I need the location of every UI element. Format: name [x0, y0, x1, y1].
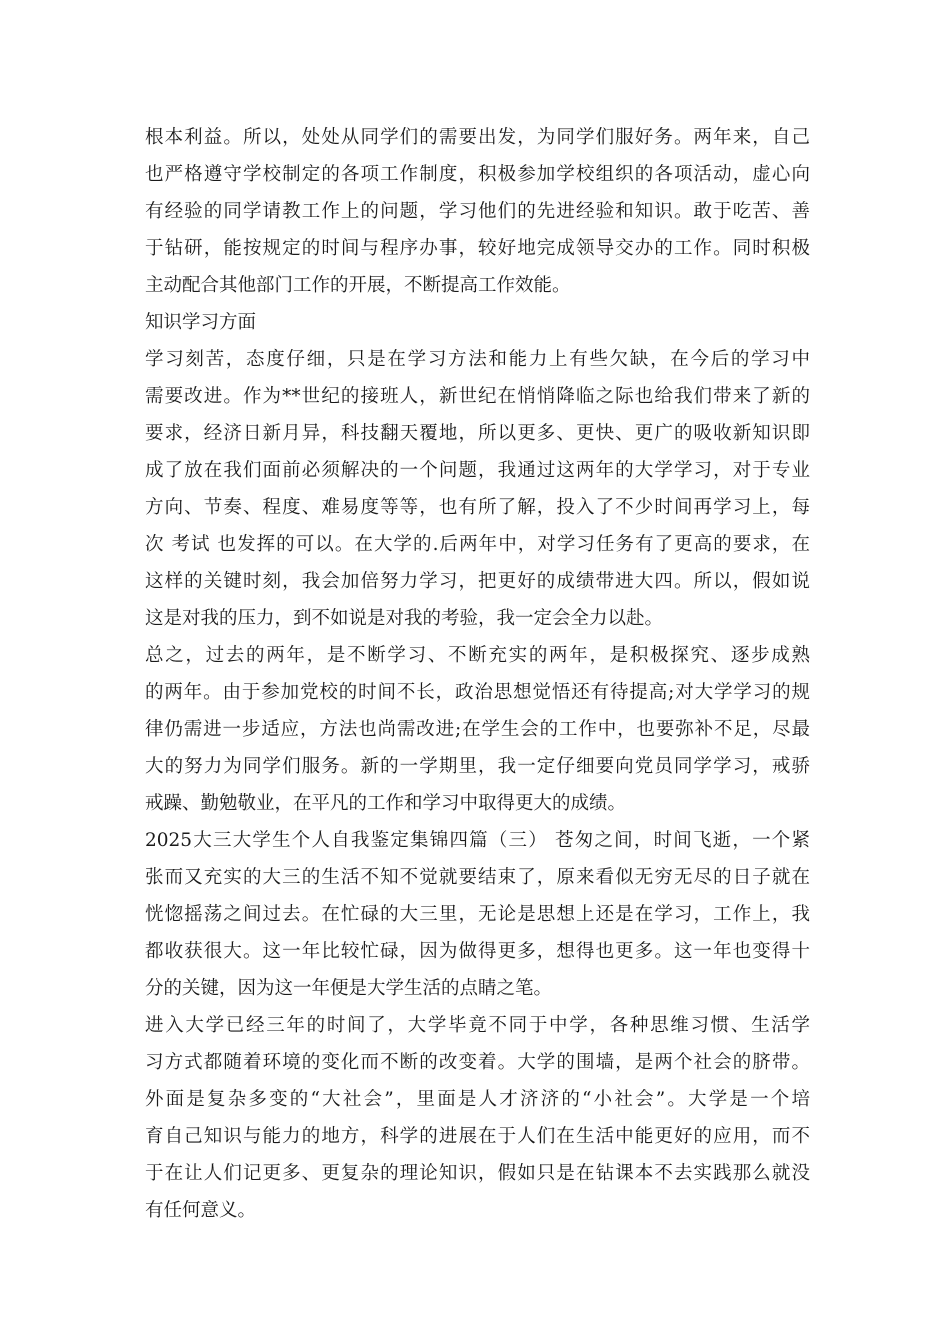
text-line: 于在让人们记更多、更复杂的理论知识，假如只是在钻课本不去实践那么就没	[145, 1163, 810, 1184]
text-line: 总之，过去的两年，是不断学习、不断充实的两年，是积极探究、逐步成熟	[145, 645, 810, 666]
text-line: 律仍需进一步适应，方法也尚需改进;在学生会的工作中，也要弥补不足，尽最	[145, 719, 810, 740]
text-line: 戒躁、勤勉敬业，在平凡的工作和学习中取得更大的成绩。	[145, 793, 627, 814]
text-line: 次 考试 也发挥的可以。在大学的.后两年中，对学习任务有了更高的要求，在	[145, 534, 810, 555]
text-line: 习方式都随着环境的变化而不断的改变着。大学的围墙，是两个社会的脐带。	[145, 1052, 810, 1073]
text-line: 成了放在我们面前必须解决的一个问题，我通过这两年的大学学习，对于专业	[145, 460, 810, 481]
section-title-line: 2025大三大学生个人自我鉴定集锦四篇（三） 苍匆之间，时间飞逝，一个紧	[145, 830, 810, 851]
text-line: 的两年。由于参加党校的时间不长，政治思想觉悟还有待提高;对大学学习的规	[145, 682, 810, 703]
text-line: 进入大学已经三年的时间了，大学毕竟不同于中学，各种思维习惯、生活学	[145, 1015, 810, 1036]
text-line: 有任何意义。	[145, 1200, 257, 1221]
section-heading: 知识学习方面	[145, 312, 257, 333]
text-line: 根本利益。所以，处处从同学们的需要出发，为同学们服好务。两年来，自己	[145, 127, 810, 148]
text-line: 也严格遵守学校制定的各项工作制度，积极参加学校组织的各项活动，虚心向	[145, 164, 810, 185]
text-line: 分的关键，因为这一年便是大学生活的点睛之笔。	[145, 978, 553, 999]
text-line: 学习刻苦，态度仔细，只是在学习方法和能力上有些欠缺，在今后的学习中	[145, 349, 810, 370]
text-line: 主动配合其他部门工作的开展，不断提高工作效能。	[145, 275, 571, 296]
text-line: 大的努力为同学们服务。新的一学期里，我一定仔细要向党员同学学习，戒骄	[145, 756, 810, 777]
text-line: 张而又充实的大三的生活不知不觉就要结束了，原来看似无穷无尽的日子就在	[145, 867, 810, 888]
text-line: 这样的关键时刻，我会加倍努力学习，把更好的成绩带进大四。所以，假如说	[145, 571, 810, 592]
text-line: 需要改进。作为**世纪的接班人，新世纪在悄悄降临之际也给我们带来了新的	[145, 386, 810, 407]
text-line: 外面是复杂多变的“大社会”，里面是人才济济的“小社会”。大学是一个培	[145, 1089, 810, 1110]
text-line: 这是对我的压力，到不如说是对我的考验，我一定会全力以赴。	[145, 608, 664, 629]
text-line: 有经验的同学请教工作上的问题，学习他们的先进经验和知识。敢于吃苦、善	[145, 201, 810, 222]
text-line: 要求，经济日新月异，科技翻天覆地，所以更多、更快、更广的吸收新知识即	[145, 423, 810, 444]
text-line: 于钻研，能按规定的时间与程序办事，较好地完成领导交办的工作。同时积极	[145, 238, 810, 259]
text-line: 方向、节奏、程度、难易度等等，也有所了解，投入了不少时间再学习上，每	[145, 497, 810, 518]
text-line: 都收获很大。这一年比较忙碌，因为做得更多，想得也更多。这一年也变得十	[145, 941, 810, 962]
text-line: 育自己知识与能力的地方，科学的进展在于人们在生活中能更好的应用，而不	[145, 1126, 810, 1147]
text-line: 恍惚摇荡之间过去。在忙碌的大三里，无论是思想上还是在学习，工作上，我	[145, 904, 810, 925]
